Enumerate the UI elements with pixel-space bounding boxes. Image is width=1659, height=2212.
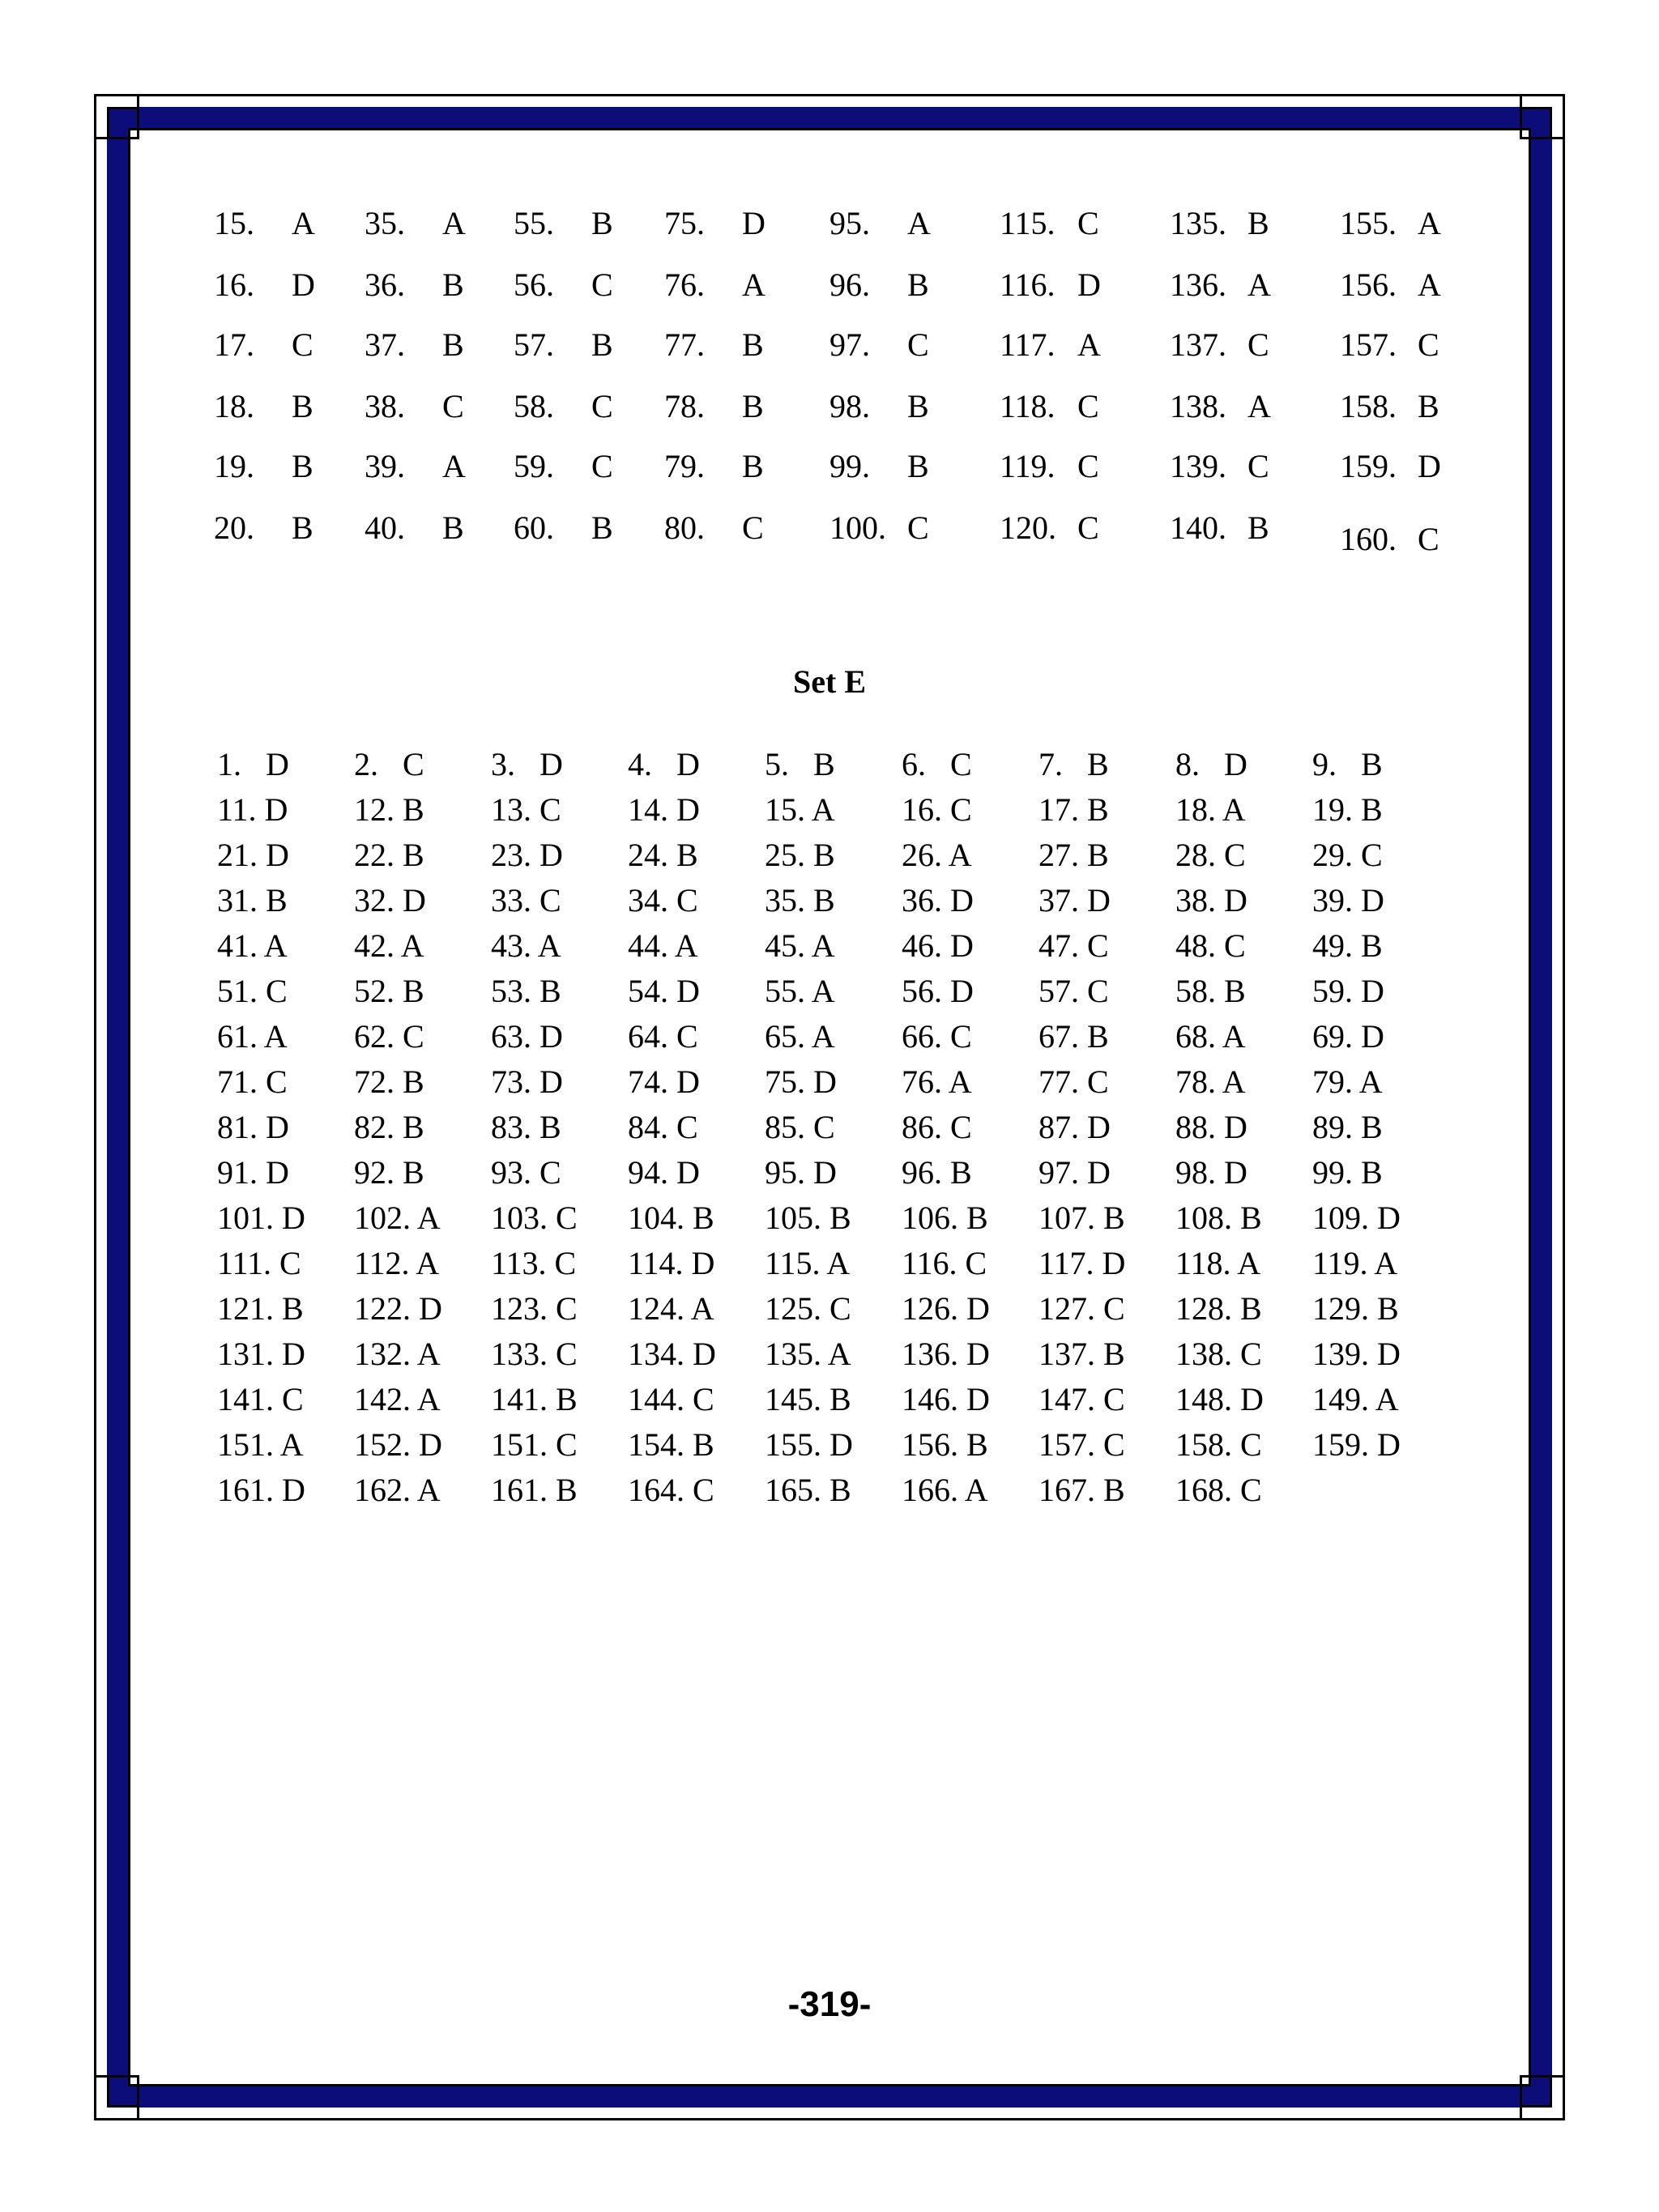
answer-entry: 107. B bbox=[1038, 1200, 1125, 1236]
answer-entry: 24. B bbox=[628, 837, 698, 873]
answer-entry: 38. D bbox=[1175, 882, 1247, 918]
question-number: 156. bbox=[1340, 266, 1397, 303]
question-number: 160. bbox=[1340, 521, 1397, 557]
answer-entry: 71. C bbox=[217, 1063, 288, 1100]
answer-entry: 52. B bbox=[354, 973, 424, 1009]
answer-entry: 126. D bbox=[902, 1290, 990, 1327]
answer-entry: 37. D bbox=[1038, 882, 1111, 918]
answer-letter: B bbox=[742, 448, 764, 484]
answer-entry: 42. A bbox=[354, 927, 424, 964]
answer-entry: 14. D bbox=[628, 791, 700, 828]
answer-entry: 125. C bbox=[765, 1290, 851, 1327]
answer-letter: A bbox=[1418, 266, 1441, 303]
answer-entry: 59. D bbox=[1312, 973, 1384, 1009]
answer-entry: 118. A bbox=[1175, 1245, 1261, 1281]
answer-entry: 155. D bbox=[765, 1426, 853, 1463]
answer-letter: D bbox=[1418, 448, 1441, 484]
question-number: 137. bbox=[1170, 326, 1226, 363]
answer-entry: 87. D bbox=[1038, 1109, 1111, 1145]
answer-entry: 44. A bbox=[628, 927, 698, 964]
answer-entry: 51. C bbox=[217, 973, 288, 1009]
question-number: 18. bbox=[214, 388, 254, 424]
answer-letter: B bbox=[742, 388, 764, 424]
question-number: 37. bbox=[365, 326, 405, 363]
question-number: 96. bbox=[830, 266, 870, 303]
answer-letter: B bbox=[907, 388, 929, 424]
answer-entry: 63. D bbox=[491, 1018, 563, 1055]
answer-entry: 103. C bbox=[491, 1200, 578, 1236]
question-number: 80. bbox=[664, 509, 705, 546]
answer-entry: 23. D bbox=[491, 837, 563, 873]
answer-entry: 111. C bbox=[217, 1245, 301, 1281]
answer-entry: 3. D bbox=[491, 746, 563, 782]
question-number: 60. bbox=[514, 509, 554, 546]
answer-entry: 45. A bbox=[765, 927, 835, 964]
answer-entry: 22. B bbox=[354, 837, 424, 873]
answer-entry: 159. D bbox=[1312, 1426, 1401, 1463]
question-number: 15. bbox=[214, 205, 254, 241]
answer-entry: 138. C bbox=[1175, 1336, 1262, 1372]
answer-entry: 21. D bbox=[217, 837, 289, 873]
answer-letter: C bbox=[1077, 448, 1099, 484]
question-number: 38. bbox=[365, 388, 405, 424]
question-number: 20. bbox=[214, 509, 254, 546]
answer-entry: 2. C bbox=[354, 746, 424, 782]
question-number: 99. bbox=[830, 448, 870, 484]
answer-letter: C bbox=[1247, 448, 1269, 484]
answer-letter: C bbox=[1418, 326, 1439, 363]
question-number: 139. bbox=[1170, 448, 1226, 484]
answer-entry: 146. D bbox=[902, 1381, 990, 1417]
answer-letter: B bbox=[1247, 205, 1269, 241]
answer-entry: 53. B bbox=[491, 973, 561, 1009]
answer-entry: 99. B bbox=[1312, 1154, 1383, 1191]
answer-entry: 84. C bbox=[628, 1109, 698, 1145]
answer-entry: 67. B bbox=[1038, 1018, 1109, 1055]
answer-entry: 158. C bbox=[1175, 1426, 1262, 1463]
answer-letter: C bbox=[1077, 388, 1099, 424]
question-number: 118. bbox=[1000, 388, 1056, 424]
answer-letter: B bbox=[292, 388, 313, 424]
question-number: 19. bbox=[214, 448, 254, 484]
answer-letter: C bbox=[907, 326, 929, 363]
answer-entry: 33. C bbox=[491, 882, 561, 918]
answer-entry: 19. B bbox=[1312, 791, 1383, 828]
question-number: 115. bbox=[1000, 205, 1056, 241]
answer-letter: B bbox=[591, 509, 613, 546]
answer-letter: B bbox=[442, 266, 464, 303]
answer-letter: C bbox=[591, 388, 613, 424]
answer-entry: 7. B bbox=[1038, 746, 1109, 782]
question-number: 39. bbox=[365, 448, 405, 484]
question-number: 36. bbox=[365, 266, 405, 303]
answer-entry: 92. B bbox=[354, 1154, 424, 1191]
answer-entry: 5. B bbox=[765, 746, 835, 782]
answer-entry: 148. D bbox=[1175, 1381, 1264, 1417]
answer-entry: 85. C bbox=[765, 1109, 835, 1145]
answer-entry: 29. C bbox=[1312, 837, 1383, 873]
answer-entry: 129. B bbox=[1312, 1290, 1399, 1327]
question-number: 138. bbox=[1170, 388, 1226, 424]
frame-corner-bottom-right-inner bbox=[1520, 2075, 1552, 2108]
question-number: 77. bbox=[664, 326, 705, 363]
answer-letter: C bbox=[442, 388, 464, 424]
answer-entry: 12. B bbox=[354, 791, 424, 828]
answer-entry: 54. D bbox=[628, 973, 700, 1009]
answer-entry: 62. C bbox=[354, 1018, 424, 1055]
question-number: 59. bbox=[514, 448, 554, 484]
answer-entry: 91. D bbox=[217, 1154, 289, 1191]
answer-entry: 167. B bbox=[1038, 1472, 1125, 1508]
answer-entry: 162. A bbox=[354, 1472, 441, 1508]
answer-entry: 149. A bbox=[1312, 1381, 1399, 1417]
answer-entry: 41. A bbox=[217, 927, 288, 964]
answer-entry: 132. A bbox=[354, 1336, 441, 1372]
answer-entry: 27. B bbox=[1038, 837, 1109, 873]
answer-entry: 49. B bbox=[1312, 927, 1383, 964]
answer-entry: 32. D bbox=[354, 882, 426, 918]
answer-entry: 48. C bbox=[1175, 927, 1246, 964]
question-number: 117. bbox=[1000, 326, 1056, 363]
answer-entry: 123. C bbox=[491, 1290, 578, 1327]
answer-entry: 133. C bbox=[491, 1336, 578, 1372]
answer-entry: 98. D bbox=[1175, 1154, 1247, 1191]
answer-entry: 35. B bbox=[765, 882, 835, 918]
answer-letter: B bbox=[442, 509, 464, 546]
answer-entry: 124. A bbox=[628, 1290, 714, 1327]
answer-entry: 117. D bbox=[1038, 1245, 1126, 1281]
question-number: 16. bbox=[214, 266, 254, 303]
question-number: 98. bbox=[830, 388, 870, 424]
answer-entry: 93. C bbox=[491, 1154, 561, 1191]
answer-letter: C bbox=[1247, 326, 1269, 363]
answer-entry: 142. A bbox=[354, 1381, 441, 1417]
question-number: 55. bbox=[514, 205, 554, 241]
answer-entry: 64. C bbox=[628, 1018, 698, 1055]
question-number: 135. bbox=[1170, 205, 1226, 241]
answer-entry: 43. A bbox=[491, 927, 561, 964]
answer-entry: 145. B bbox=[765, 1381, 851, 1417]
question-number: 140. bbox=[1170, 509, 1226, 546]
answer-entry: 58. B bbox=[1175, 973, 1246, 1009]
answer-entry: 102. A bbox=[354, 1200, 441, 1236]
answer-entry: 144. C bbox=[628, 1381, 714, 1417]
answer-entry: 151. A bbox=[217, 1426, 304, 1463]
answer-letter: C bbox=[591, 266, 613, 303]
answer-entry: 137. B bbox=[1038, 1336, 1125, 1372]
answer-entry: 168. C bbox=[1175, 1472, 1262, 1508]
answer-entry: 47. C bbox=[1038, 927, 1109, 964]
answer-entry: 157. C bbox=[1038, 1426, 1125, 1463]
answer-letter: B bbox=[907, 266, 929, 303]
answer-letter: C bbox=[292, 326, 313, 363]
answer-entry: 94. D bbox=[628, 1154, 700, 1191]
answer-entry: 112. A bbox=[354, 1245, 440, 1281]
answer-entry: 134. D bbox=[628, 1336, 716, 1372]
answer-entry: 8. D bbox=[1175, 746, 1247, 782]
answer-entry: 101. D bbox=[217, 1200, 305, 1236]
answer-entry: 165. B bbox=[765, 1472, 851, 1508]
question-number: 56. bbox=[514, 266, 554, 303]
answer-entry: 28. C bbox=[1175, 837, 1246, 873]
question-number: 158. bbox=[1340, 388, 1397, 424]
answer-entry: 79. A bbox=[1312, 1063, 1383, 1100]
question-number: 95. bbox=[830, 205, 870, 241]
answer-entry: 73. D bbox=[491, 1063, 563, 1100]
answer-letter: A bbox=[442, 205, 466, 241]
answer-letter: C bbox=[591, 448, 613, 484]
answer-entry: 152. D bbox=[354, 1426, 442, 1463]
answer-entry: 4. D bbox=[628, 746, 700, 782]
answer-entry: 95. D bbox=[765, 1154, 837, 1191]
answer-letter: A bbox=[442, 448, 466, 484]
answer-entry: 116. C bbox=[902, 1245, 987, 1281]
answer-entry: 81. D bbox=[217, 1109, 289, 1145]
answer-letter: B bbox=[292, 509, 313, 546]
answer-entry: 56. D bbox=[902, 973, 974, 1009]
answer-entry: 77. C bbox=[1038, 1063, 1109, 1100]
question-number: 79. bbox=[664, 448, 705, 484]
answer-entry: 154. B bbox=[628, 1426, 714, 1463]
answer-letter: B bbox=[742, 326, 764, 363]
question-number: 116. bbox=[1000, 266, 1056, 303]
question-number: 155. bbox=[1340, 205, 1397, 241]
answer-letter: A bbox=[742, 266, 766, 303]
answer-entry: 139. D bbox=[1312, 1336, 1401, 1372]
answer-letter: A bbox=[907, 205, 931, 241]
answer-entry: 97. D bbox=[1038, 1154, 1111, 1191]
answer-entry: 26. A bbox=[902, 837, 972, 873]
question-number: 78. bbox=[664, 388, 705, 424]
answer-entry: 6. C bbox=[902, 746, 972, 782]
question-number: 58. bbox=[514, 388, 554, 424]
answer-entry: 104. B bbox=[628, 1200, 714, 1236]
answer-entry: 25. B bbox=[765, 837, 835, 873]
answer-letter: A bbox=[1077, 326, 1101, 363]
page-number: -319- bbox=[787, 1984, 872, 2024]
answer-entry: 164. C bbox=[628, 1472, 714, 1508]
answer-letter: B bbox=[591, 205, 613, 241]
answer-entry: 34. C bbox=[628, 882, 698, 918]
answer-letter: C bbox=[742, 509, 764, 546]
answer-entry: 128. B bbox=[1175, 1290, 1262, 1327]
answer-entry: 88. D bbox=[1175, 1109, 1247, 1145]
question-number: 75. bbox=[664, 205, 705, 241]
answer-entry: 76. A bbox=[902, 1063, 972, 1100]
answer-entry: 121. B bbox=[217, 1290, 304, 1327]
answer-entry: 105. B bbox=[765, 1200, 851, 1236]
set-e-heading: Set E bbox=[793, 663, 866, 700]
question-number: 97. bbox=[830, 326, 870, 363]
answer-letter: B bbox=[292, 448, 313, 484]
answer-letter: C bbox=[907, 509, 929, 546]
question-number: 119. bbox=[1000, 448, 1056, 484]
frame-corner-bottom-left-inner bbox=[107, 2075, 139, 2108]
answer-entry: 109. D bbox=[1312, 1200, 1401, 1236]
answer-letter: C bbox=[1418, 521, 1439, 557]
answer-entry: 1. D bbox=[217, 746, 289, 782]
answer-entry: 114. D bbox=[628, 1245, 715, 1281]
answer-entry: 151. C bbox=[491, 1426, 578, 1463]
answer-entry: 141. B bbox=[491, 1381, 578, 1417]
question-number: 35. bbox=[365, 205, 405, 241]
answer-entry: 113. C bbox=[491, 1245, 577, 1281]
question-number: 76. bbox=[664, 266, 705, 303]
answer-entry: 78. A bbox=[1175, 1063, 1246, 1100]
question-number: 157. bbox=[1340, 326, 1397, 363]
answer-entry: 17. B bbox=[1038, 791, 1109, 828]
answer-entry: 131. D bbox=[217, 1336, 305, 1372]
answer-entry: 161. D bbox=[217, 1472, 305, 1508]
answer-entry: 65. A bbox=[765, 1018, 835, 1055]
answer-letter: B bbox=[1247, 509, 1269, 546]
answer-entry: 89. B bbox=[1312, 1109, 1383, 1145]
answer-letter: D bbox=[292, 266, 315, 303]
question-number: 57. bbox=[514, 326, 554, 363]
answer-entry: 122. D bbox=[354, 1290, 442, 1327]
question-number: 100. bbox=[830, 509, 886, 546]
question-number: 17. bbox=[214, 326, 254, 363]
question-number: 120. bbox=[1000, 509, 1056, 546]
answer-entry: 156. B bbox=[902, 1426, 988, 1463]
answer-entry: 127. C bbox=[1038, 1290, 1125, 1327]
answer-entry: 13. C bbox=[491, 791, 561, 828]
answer-entry: 135. A bbox=[765, 1336, 851, 1372]
answer-letter: B bbox=[591, 326, 613, 363]
answer-letter: D bbox=[742, 205, 766, 241]
answer-entry: 82. B bbox=[354, 1109, 424, 1145]
answer-entry: 36. D bbox=[902, 882, 974, 918]
answer-entry: 69. D bbox=[1312, 1018, 1384, 1055]
answer-entry: 68. A bbox=[1175, 1018, 1246, 1055]
answer-letter: A bbox=[1418, 205, 1441, 241]
answer-letter: A bbox=[1247, 266, 1271, 303]
answer-entry: 11. D bbox=[217, 791, 288, 828]
answer-letter: C bbox=[1077, 205, 1099, 241]
answer-letter: B bbox=[907, 448, 929, 484]
question-number: 40. bbox=[365, 509, 405, 546]
answer-entry: 166. A bbox=[902, 1472, 988, 1508]
answer-entry: 55. A bbox=[765, 973, 835, 1009]
answer-entry: 57. C bbox=[1038, 973, 1109, 1009]
answer-entry: 74. D bbox=[628, 1063, 700, 1100]
answer-entry: 108. B bbox=[1175, 1200, 1262, 1236]
answer-entry: 106. B bbox=[902, 1200, 988, 1236]
answer-entry: 18. A bbox=[1175, 791, 1246, 828]
question-number: 136. bbox=[1170, 266, 1226, 303]
answer-entry: 39. D bbox=[1312, 882, 1384, 918]
answer-entry: 72. B bbox=[354, 1063, 424, 1100]
answer-entry: 61. A bbox=[217, 1018, 288, 1055]
answer-entry: 31. B bbox=[217, 882, 288, 918]
answer-entry: 115. A bbox=[765, 1245, 851, 1281]
answer-entry: 147. C bbox=[1038, 1381, 1125, 1417]
answer-entry: 119. A bbox=[1312, 1245, 1398, 1281]
answer-entry: 136. D bbox=[902, 1336, 990, 1372]
question-number: 159. bbox=[1340, 448, 1397, 484]
answer-entry: 66. C bbox=[902, 1018, 972, 1055]
answer-entry: 83. B bbox=[491, 1109, 561, 1145]
answer-entry: 75. D bbox=[765, 1063, 837, 1100]
top-answer-block bbox=[0, 0, 1659, 583]
answer-letter: B bbox=[1418, 388, 1439, 424]
answer-entry: 86. C bbox=[902, 1109, 972, 1145]
answer-entry: 9. B bbox=[1312, 746, 1383, 782]
answer-entry: 96. B bbox=[902, 1154, 972, 1191]
answer-entry: 15. A bbox=[765, 791, 835, 828]
answer-letter: A bbox=[1247, 388, 1271, 424]
answer-entry: 141. C bbox=[217, 1381, 304, 1417]
answer-letter: A bbox=[292, 205, 315, 241]
answer-letter: D bbox=[1077, 266, 1101, 303]
answer-entry: 16. C bbox=[902, 791, 972, 828]
answer-letter: C bbox=[1077, 509, 1099, 546]
answer-entry: 46. D bbox=[902, 927, 974, 964]
answer-letter: B bbox=[442, 326, 464, 363]
answer-entry: 161. B bbox=[491, 1472, 578, 1508]
